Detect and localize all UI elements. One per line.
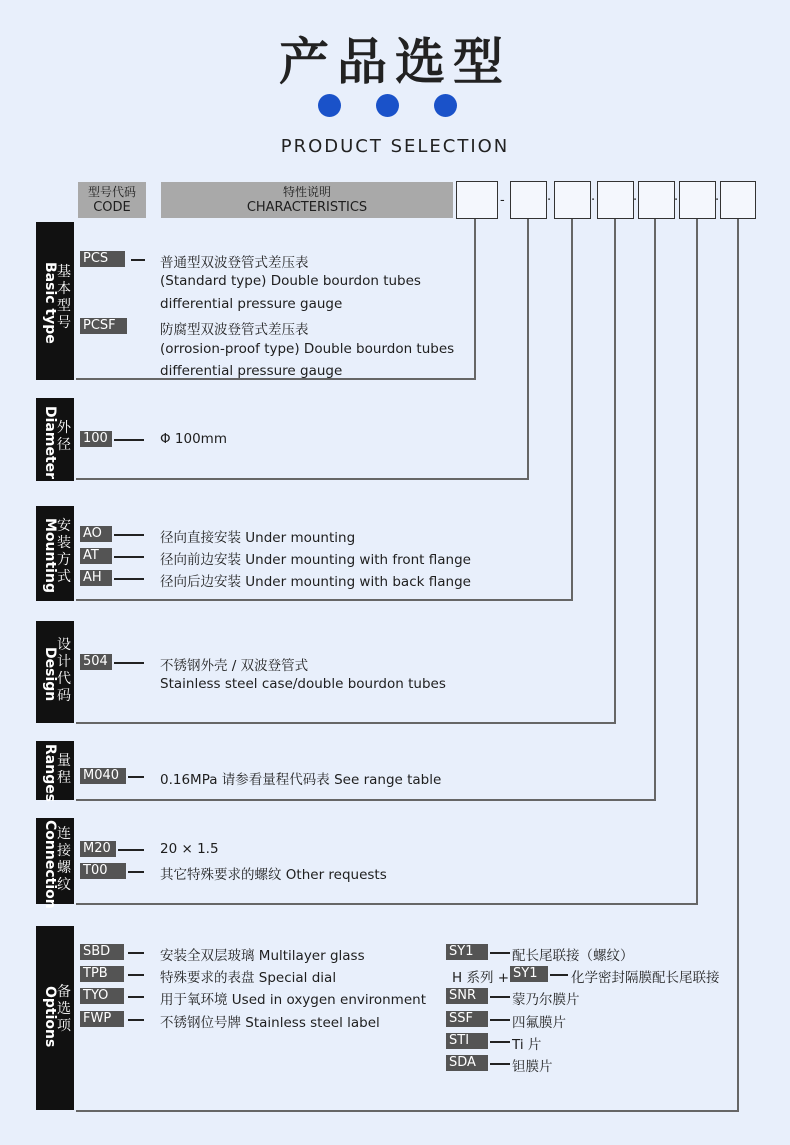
section-tab-en: Design (42, 647, 58, 702)
separator: · (591, 193, 596, 208)
code-badge: AO (80, 526, 112, 542)
item-description: (Standard type) Double bourdon tubes (160, 273, 421, 289)
connector-line (696, 219, 698, 905)
code-badge: STI (446, 1033, 488, 1049)
leader-dash (550, 974, 568, 976)
connector-line (76, 903, 698, 905)
characteristics-header-cn: 特性说明 (282, 185, 331, 199)
code-header-en: CODE (93, 200, 131, 215)
item-description: 其它特殊要求的螺纹 Other requests (160, 867, 387, 883)
code-badge: SY1 (510, 966, 548, 982)
leader-dash (128, 952, 144, 954)
code-box-mounting (554, 181, 591, 219)
leader-dash (114, 534, 144, 536)
item-description: 用于氧环境 Used in oxygen environment (160, 992, 426, 1008)
leader-dash (128, 996, 144, 998)
item-description: 蒙乃尔膜片 (512, 992, 580, 1008)
section-tab-mounting (36, 506, 74, 601)
code-box-options (720, 181, 756, 219)
section-tab-en: Options (42, 986, 58, 1048)
code-badge: PCS (80, 251, 125, 267)
code-badge: SBD (80, 944, 124, 960)
code-badge: SSF (446, 1011, 488, 1027)
item-description: 径向前边安装 Under mounting with front flange (160, 552, 471, 568)
connector-line (76, 799, 656, 801)
connector-line (474, 219, 476, 380)
code-badge: TYO (80, 988, 124, 1004)
accent-dot (318, 94, 341, 117)
section-tab-design (36, 621, 74, 723)
section-tab-en: Ranges (42, 744, 58, 803)
connector-line (614, 219, 616, 724)
section-tab-cn: 设计代码 (57, 637, 71, 704)
section-tab-en: Basic type (42, 262, 58, 344)
section-tab-cn: 连接螺纹 (57, 826, 71, 893)
item-description: 径向后边安装 Under mounting with back flange (160, 574, 471, 590)
item-description: 0.16MPa 请参看量程代码表 See range table (160, 772, 442, 788)
code-badge: M20 (80, 841, 116, 857)
code-header-cn: 型号代码 (87, 185, 136, 199)
connector-line (571, 219, 573, 601)
code-badge: SY1 (446, 944, 488, 960)
section-tab-connection (36, 818, 74, 909)
item-description: (orrosion-proof type) Double bourdon tubes (160, 341, 455, 357)
code-badge: AT (80, 548, 112, 564)
separator: · (715, 193, 720, 208)
code-badge: 504 (80, 654, 112, 670)
item-description: 普通型双波登管式差压表 (160, 255, 309, 271)
item-description: 20 × 1.5 (160, 841, 219, 857)
item-description: 防腐型双波登管式差压表 (160, 322, 309, 338)
leader-dash (114, 439, 144, 441)
section-tab-options (36, 926, 74, 1110)
item-description: 径向直接安装 Under mounting (160, 530, 356, 546)
code-box-connection (679, 181, 716, 219)
code-badge: PCSF (80, 318, 127, 334)
connector-line (76, 722, 616, 724)
series-prefix: H 系列 + (452, 970, 510, 986)
item-description: differential pressure gauge (160, 296, 343, 312)
code-badge: M040 (80, 768, 126, 784)
leader-dash (490, 1041, 510, 1043)
item-description: 特殊要求的表盘 Special dial (160, 970, 337, 986)
section-tab-en: Diameter (42, 406, 58, 480)
code-box-design (597, 181, 634, 219)
section-tab-ranges (36, 741, 74, 803)
leader-dash (131, 259, 145, 261)
page-subtitle: PRODUCT SELECTION (280, 136, 510, 157)
code-badge: TPB (80, 966, 124, 982)
item-description: Ti 片 (512, 1037, 542, 1053)
code-box-basic (456, 181, 498, 219)
item-description: Stainless steel case/double bourdon tubes (160, 676, 446, 692)
section-tab-diameter (36, 398, 74, 481)
code-badge: SDA (446, 1055, 488, 1071)
code-badge: SNR (446, 988, 488, 1004)
code-badge: AH (80, 570, 112, 586)
code-box-diameter (510, 181, 547, 219)
characteristics-header (161, 182, 453, 218)
code-box-ranges (638, 181, 675, 219)
connector-line (527, 219, 529, 480)
leader-dash (128, 871, 144, 873)
separator: · (633, 193, 638, 208)
connector-line (737, 219, 739, 1112)
separator: - (500, 193, 505, 208)
separator: · (547, 193, 552, 208)
accent-dot (376, 94, 399, 117)
characteristics-header-en: CHARACTERISTICS (246, 200, 368, 215)
section-tab-basic-type (36, 222, 74, 380)
leader-dash (128, 1019, 144, 1021)
item-description: 不锈钢位号牌 Stainless steel label (160, 1015, 380, 1031)
leader-dash (128, 974, 144, 976)
leader-dash (490, 1063, 510, 1065)
leader-dash (490, 952, 510, 954)
item-description: 安装全双层玻璃 Multilayer glass (160, 948, 365, 964)
item-description: 钽膜片 (512, 1059, 553, 1075)
item-description: 化学密封隔膜配长尾联接 (571, 970, 720, 986)
code-badge: T00 (80, 863, 126, 879)
leader-dash (128, 776, 144, 778)
item-description: differential pressure gauge (160, 363, 343, 379)
section-tab-cn: 安装方式 (57, 518, 71, 585)
item-description: 四氟膜片 (512, 1015, 566, 1031)
leader-dash (114, 556, 144, 558)
connector-line (76, 478, 529, 480)
code-badge: 100 (80, 431, 112, 447)
section-tab-cn: 基本型号 (57, 264, 71, 331)
connector-line (654, 219, 656, 801)
item-description: 配长尾联接（螺纹） (512, 948, 634, 964)
section-tab-cn: 量程 (57, 753, 71, 786)
item-description: 不锈钢外壳 / 双波登管式 (160, 658, 309, 674)
page-title: 产品选型 (279, 33, 511, 91)
leader-dash (114, 578, 144, 580)
section-tab-en: Mounting (42, 518, 58, 593)
section-tab-en: Connection (42, 820, 58, 909)
code-badge: FWP (80, 1011, 124, 1027)
item-description: Φ 100mm (160, 431, 227, 447)
accent-dot (434, 94, 457, 117)
section-tab-cn: 备选项 (57, 984, 71, 1034)
separator: · (674, 193, 679, 208)
leader-dash (118, 849, 144, 851)
connector-line (76, 599, 573, 601)
connector-line (76, 1110, 739, 1112)
leader-dash (490, 996, 510, 998)
code-header (78, 182, 146, 218)
section-tab-cn: 外径 (57, 420, 71, 453)
leader-dash (490, 1019, 510, 1021)
leader-dash (114, 662, 144, 664)
